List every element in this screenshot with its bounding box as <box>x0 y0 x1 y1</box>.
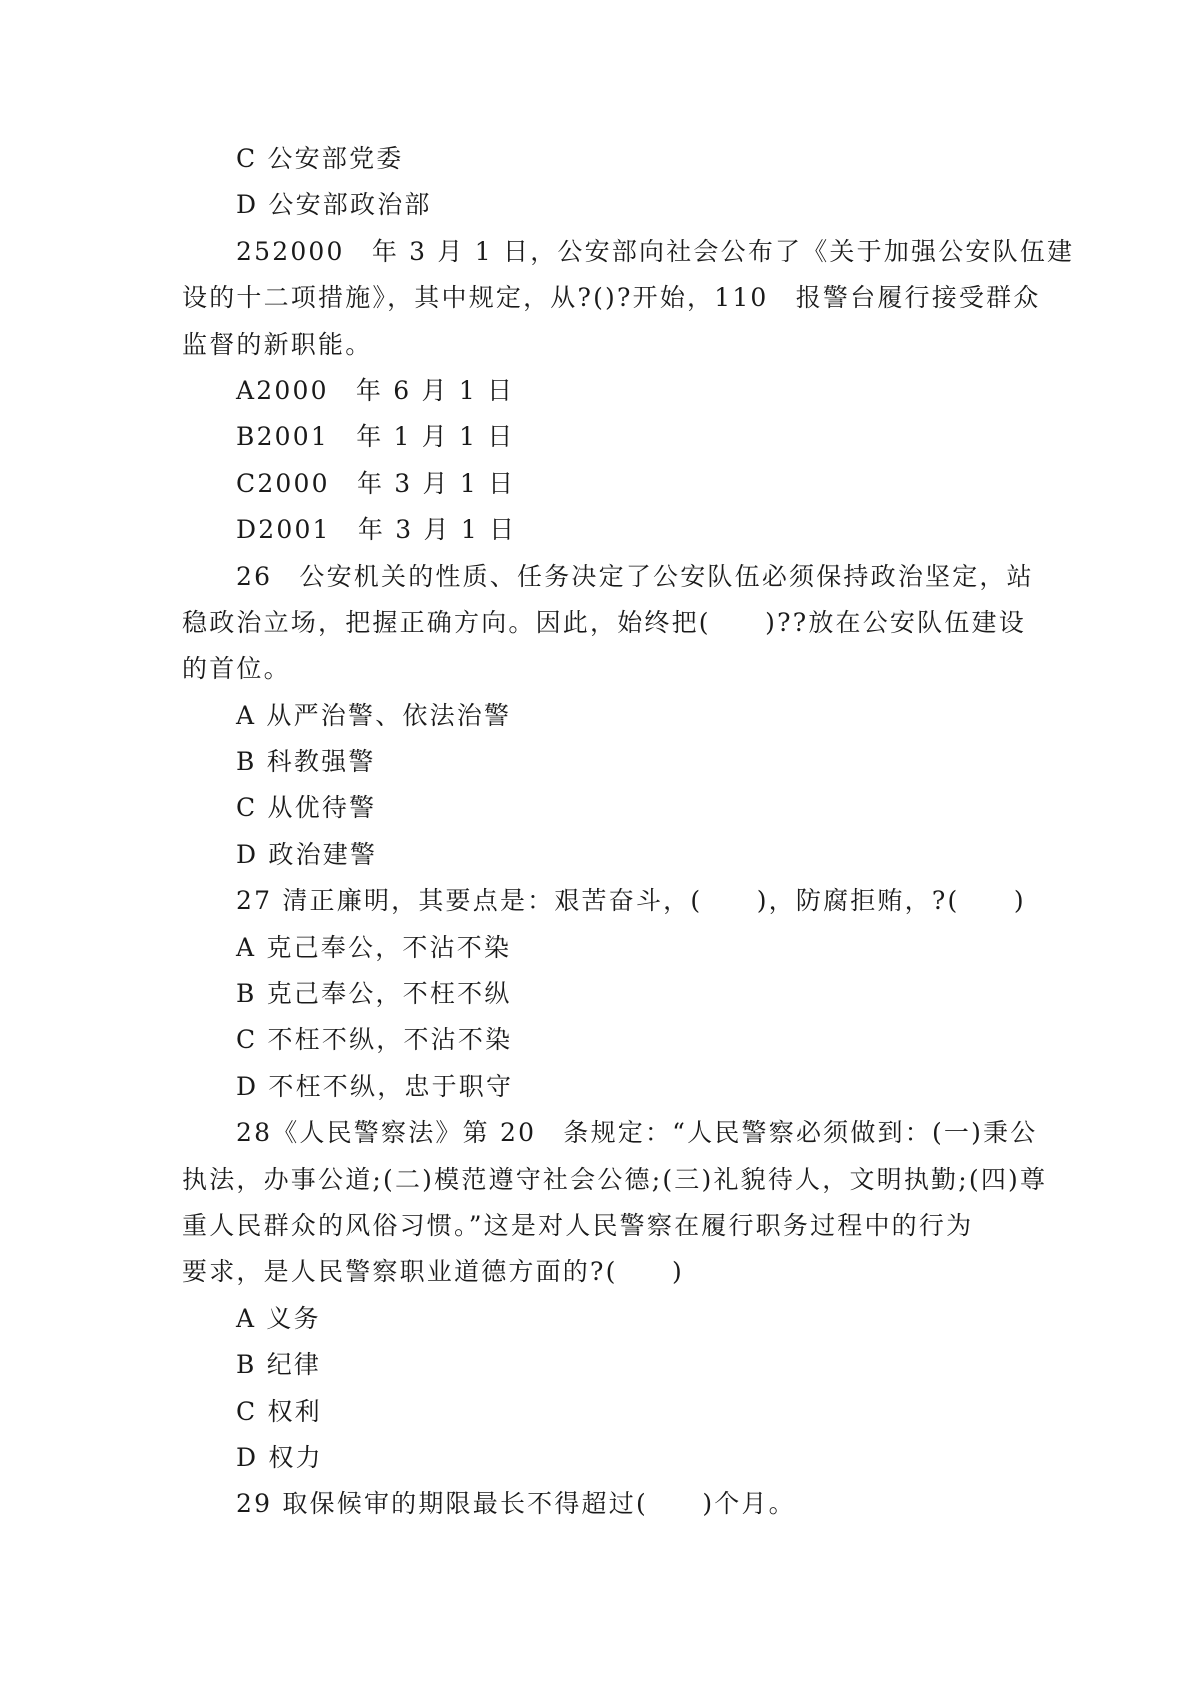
q25-option-b: B2001 年 1 月 1 日 <box>236 422 515 452</box>
question-26-line-2: 稳政治立场，把握正确方向。因此，始终把( )??放在公安队伍建设 <box>182 607 1026 637</box>
question-26-line-1: 26 公安机关的性质、任务决定了公安队伍必须保持政治坚定，站 <box>236 561 1034 591</box>
q26-option-b: B 科教强警 <box>236 747 376 777</box>
question-25-line-3: 监督的新职能。 <box>182 329 373 359</box>
q27-option-d: D 不枉不纵，忠于职守 <box>236 1071 514 1101</box>
q25-option-a: A2000 年 6 月 1 日 <box>236 375 515 405</box>
q26-option-a: A 从严治警、依法治警 <box>236 700 512 730</box>
question-25-line-2: 设的十二项措施》，其中规定，从?()?开始，110 报警台履行接受群众 <box>182 283 1041 313</box>
document-body <box>182 136 1075 1528</box>
q28-option-a: A 义务 <box>236 1303 321 1333</box>
q28-option-b: B 纪律 <box>236 1350 322 1380</box>
question-27-line-1: 27 清正廉明，其要点是：艰苦奋斗，( )，防腐拒贿，?( ) <box>236 886 1026 916</box>
question-26-line-3: 的首位。 <box>182 654 291 684</box>
question-25-line-1: 252000 年 3 月 1 日，公安部向社会公布了《关于加强公安队伍建 <box>236 236 1075 266</box>
q27-option-b: B 克己奉公，不枉不纵 <box>236 979 512 1009</box>
option-c-line: C 公安部党委 <box>236 144 404 173</box>
q28-option-c: C 权利 <box>236 1396 322 1426</box>
q25-option-d: D2001 年 3 月 1 日 <box>236 515 517 545</box>
question-29-line-1: 29 取保候审的期限最长不得超过( )个月。 <box>236 1489 796 1519</box>
question-28-line-2: 执法，办事公道;(二)模范遵守社会公德;(三)礼貌待人，文明执勤;(四)尊 <box>182 1164 1048 1194</box>
q27-option-a: A 克己奉公，不沾不染 <box>236 932 512 962</box>
q26-option-d: D 政治建警 <box>236 839 378 869</box>
q27-option-c: C 不枉不纵，不沾不染 <box>236 1025 513 1055</box>
q25-option-c: C2000 年 3 月 1 日 <box>236 468 516 498</box>
q26-option-c: C 从优待警 <box>236 793 377 823</box>
option-d-line: D 公安部政治部 <box>236 190 432 220</box>
question-28-line-3: 重人民群众的风俗习惯。”这是对人民警察在履行职务过程中的行为 <box>182 1210 974 1240</box>
question-28-line-1: 28《人民警察法》第 20 条规定：“人民警察必须做到：(一)秉公 <box>236 1118 1038 1148</box>
q28-option-d: D 权力 <box>236 1442 323 1472</box>
question-28-line-4: 要求，是人民警察职业道德方面的?( ) <box>182 1257 684 1287</box>
